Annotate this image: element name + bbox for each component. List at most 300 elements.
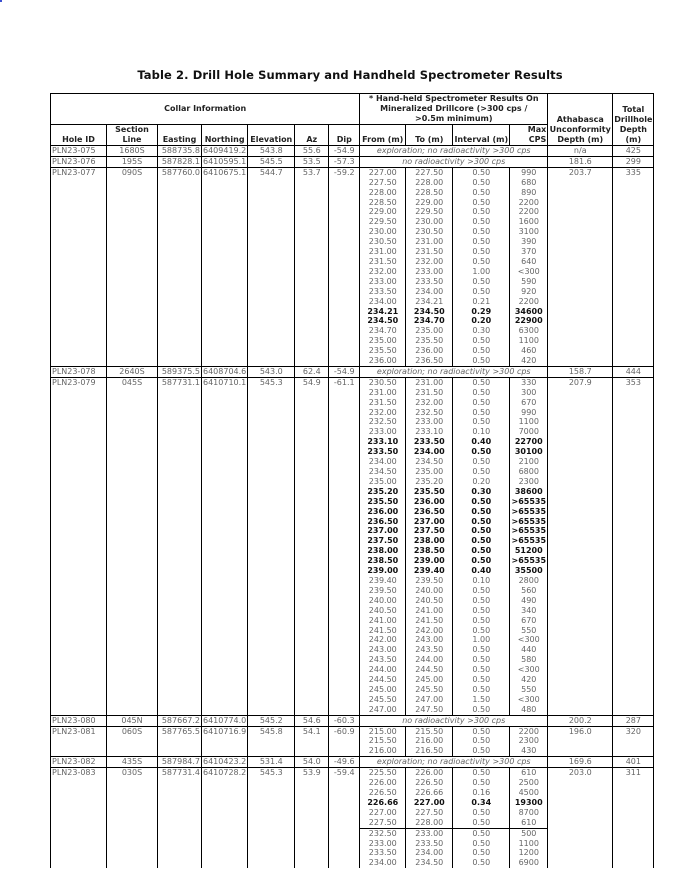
col-dip: Dip xyxy=(329,125,360,146)
elevation: 543.8 xyxy=(248,146,295,157)
interval-to: 239.50 xyxy=(406,576,453,586)
interval-length: 0.50 xyxy=(453,346,510,356)
interval-max-cps: 2200 xyxy=(510,207,548,217)
interval-max-cps: 340 xyxy=(510,606,548,616)
section-line: 2640S xyxy=(107,366,158,377)
interval-from: 236.00 xyxy=(360,356,406,366)
interval-from: 226.00 xyxy=(360,778,406,788)
interval-from: 234.00 xyxy=(360,858,406,868)
total-depth: 320 xyxy=(613,726,654,757)
interval-to: 239.00 xyxy=(406,556,453,566)
interval-to: 235.50 xyxy=(406,336,453,346)
elevation: 545.3 xyxy=(248,377,295,715)
interval-max-cps: 4500 xyxy=(510,788,548,798)
total-depth: 444 xyxy=(613,366,654,377)
interval-from: 227.50 xyxy=(360,818,406,828)
interval-length: 0.50 xyxy=(453,655,510,665)
interval-from: 238.50 xyxy=(360,556,406,566)
interval-max-cps: 1100 xyxy=(510,839,548,849)
interval-from: 241.50 xyxy=(360,626,406,636)
interval-from: 243.00 xyxy=(360,645,406,655)
col-az: Az xyxy=(295,125,329,146)
dip: -49.6 xyxy=(329,757,360,768)
interval-to: 231.50 xyxy=(406,247,453,257)
dip: -54.9 xyxy=(329,366,360,377)
interval-to: 235.00 xyxy=(406,326,453,336)
col-hole-id: Hole ID xyxy=(51,125,107,146)
interval-max-cps: 19300 xyxy=(510,798,548,808)
interval-length: 0.50 xyxy=(453,207,510,217)
hole-row xyxy=(51,715,654,726)
radioactivity-note: exploration; no radioactivity >300 cps xyxy=(360,757,548,768)
dip: -60.3 xyxy=(329,715,360,726)
interval-length: 0.50 xyxy=(453,586,510,596)
interval-from: 234.70 xyxy=(360,326,406,336)
interval-max-cps: >65535 xyxy=(511,506,547,516)
interval-length: 0.50 xyxy=(453,778,510,788)
col-section-line: Section Line xyxy=(107,125,158,146)
interval-max-cps: 990 xyxy=(510,408,548,418)
interval-length: 0.50 xyxy=(453,546,510,556)
interval-max-cps: 550 xyxy=(510,685,548,695)
interval-from: 247.00 xyxy=(360,705,406,715)
interval-max-cps: 330 xyxy=(510,377,548,387)
section-line: 1680S xyxy=(107,146,158,157)
interval-length: 0.30 xyxy=(453,326,510,336)
interval-max-cps: 51200 xyxy=(510,546,548,556)
interval-to: 243.50 xyxy=(406,645,453,655)
interval-max-cps: 480 xyxy=(510,705,548,715)
northing: 6410675.1 xyxy=(202,167,248,366)
interval-length: 0.50 xyxy=(453,198,510,208)
interval-length: 0.50 xyxy=(453,746,510,756)
interval-to: 234.21 xyxy=(406,297,453,307)
interval-to: 228.00 xyxy=(406,818,453,828)
unconformity-depth: 207.9 xyxy=(548,377,613,715)
interval-to: 239.40 xyxy=(406,566,453,576)
interval-to: 233.00 xyxy=(406,267,453,277)
interval-from: 235.50 xyxy=(360,346,406,356)
dip: -54.9 xyxy=(329,146,360,157)
interval-from: 234.00 xyxy=(360,297,406,307)
interval-from: 227.00 xyxy=(360,808,406,818)
dip: -59.4 xyxy=(329,768,360,869)
drill-hole-table xyxy=(50,93,654,868)
interval-from: 233.50 xyxy=(360,447,406,457)
col-total-depth: Depth (m) xyxy=(613,125,654,146)
interval-max-cps: 670 xyxy=(510,398,548,408)
interval-from: 229.00 xyxy=(360,207,406,217)
interval-length: 0.16 xyxy=(453,788,510,798)
interval-to: 215.50 xyxy=(406,726,453,736)
easting: 589375.5 xyxy=(158,366,202,377)
table-title: Table 2. Drill Hole Summary and Handheld Spectrometer Results xyxy=(137,68,563,82)
hole-id: PLN23-077 xyxy=(51,167,107,366)
section-line: 030S xyxy=(107,768,158,869)
interval-from: 233.10 xyxy=(360,437,406,447)
interval-length: 1.50 xyxy=(453,695,510,705)
interval-to: 241.00 xyxy=(406,606,453,616)
interval-to: 247.00 xyxy=(406,695,453,705)
interval-length: 0.50 xyxy=(453,517,510,527)
interval-max-cps: 6300 xyxy=(510,326,548,336)
dip: -59.2 xyxy=(329,167,360,366)
interval-max-cps: 680 xyxy=(510,178,548,188)
interval-max-cps: 610 xyxy=(510,768,548,778)
interval-length: 0.50 xyxy=(453,247,510,257)
interval-from: 225.50 xyxy=(360,768,406,778)
northing: 6410728.2 xyxy=(202,768,248,869)
interval-from: 227.50 xyxy=(360,178,406,188)
interval-from: 239.00 xyxy=(360,566,406,576)
interval-length: 0.50 xyxy=(453,616,510,626)
azimuth: 53.9 xyxy=(295,768,329,869)
interval-from: 233.00 xyxy=(360,277,406,287)
azimuth: 53.7 xyxy=(295,167,329,366)
interval-max-cps: 440 xyxy=(510,645,548,655)
corner-marker xyxy=(0,0,2,2)
interval-from: 240.50 xyxy=(360,606,406,616)
interval-max-cps: <300 xyxy=(510,267,548,277)
easting: 587667.2 xyxy=(158,715,202,726)
elevation: 544.7 xyxy=(248,167,295,366)
elevation: 545.2 xyxy=(248,715,295,726)
interval-to: 232.00 xyxy=(406,398,453,408)
table-body xyxy=(51,146,654,869)
interval-max-cps: 3100 xyxy=(510,227,548,237)
northing: 6410710.1 xyxy=(202,377,248,715)
interval-to: 216.50 xyxy=(406,746,453,756)
interval-from: 233.50 xyxy=(360,848,406,858)
interval-from: 237.00 xyxy=(360,526,406,536)
interval-to: 236.50 xyxy=(406,356,453,366)
interval-to: 234.00 xyxy=(406,287,453,297)
interval-from: 230.00 xyxy=(360,227,406,237)
interval-length: 0.50 xyxy=(453,388,510,398)
interval-to: 234.00 xyxy=(406,848,453,858)
interval-length: 0.50 xyxy=(453,398,510,408)
interval-max-cps: 6800 xyxy=(510,467,548,477)
interval-to: 216.00 xyxy=(406,736,453,746)
interval-to: 230.50 xyxy=(406,227,453,237)
interval-to: 233.50 xyxy=(406,277,453,287)
interval-from: 226.66 xyxy=(360,798,406,808)
interval-to: 233.50 xyxy=(406,839,453,849)
elevation: 531.4 xyxy=(248,757,295,768)
hole-id: PLN23-076 xyxy=(51,156,107,167)
northing: 6408704.6 xyxy=(203,366,247,376)
interval-from: 233.50 xyxy=(360,287,406,297)
interval-max-cps: 580 xyxy=(510,655,548,665)
interval-length: 0.50 xyxy=(453,377,510,387)
interval-to: 238.00 xyxy=(406,536,453,546)
interval-from: 234.00 xyxy=(360,457,406,467)
radioactivity-note: exploration; no radioactivity >300 cps xyxy=(360,146,548,157)
interval-max-cps: >65535 xyxy=(511,496,547,506)
col-easting: Easting xyxy=(158,125,202,146)
interval-from: 239.50 xyxy=(360,586,406,596)
interval-from: 236.00 xyxy=(360,507,406,517)
interval-to: 226.00 xyxy=(406,768,453,778)
col-elevation: Elevation xyxy=(248,125,295,146)
interval-length: 1.00 xyxy=(453,267,510,277)
interval-from: 227.00 xyxy=(360,167,406,177)
interval-to: 235.50 xyxy=(406,487,453,497)
interval-length: 0.20 xyxy=(453,316,510,326)
northing: 6410423.2 xyxy=(203,757,247,767)
interval-to: 236.00 xyxy=(406,346,453,356)
interval-max-cps: <300 xyxy=(510,695,548,705)
interval-max-cps: 1100 xyxy=(510,417,548,427)
interval-max-cps: 560 xyxy=(510,586,548,596)
interval-to: 229.50 xyxy=(406,207,453,217)
interval-to: 230.00 xyxy=(406,217,453,227)
hole-id: PLN23-080 xyxy=(51,715,107,726)
elevation: 545.3 xyxy=(248,768,295,869)
interval-to: 237.50 xyxy=(406,526,453,536)
interval-max-cps: 1200 xyxy=(510,848,548,858)
interval-to: 232.50 xyxy=(406,408,453,418)
interval-length: 0.50 xyxy=(453,596,510,606)
collar-group-header: Collar Information xyxy=(51,94,360,125)
total-depth: 425 xyxy=(613,146,654,157)
interval-to: 227.00 xyxy=(406,798,453,808)
interval-length: 0.50 xyxy=(453,447,510,457)
section-line: 090S xyxy=(107,167,158,366)
interval-to: 245.00 xyxy=(406,675,453,685)
interval-from: 237.50 xyxy=(360,536,406,546)
interval-from: 228.00 xyxy=(360,188,406,198)
dip: -60.9 xyxy=(329,726,360,757)
elevation: 545.5 xyxy=(248,156,295,167)
easting: 587731.1 xyxy=(158,377,202,715)
interval-max-cps: 890 xyxy=(510,188,548,198)
interval-from: 243.50 xyxy=(360,655,406,665)
total-drillhole-header: Total Drillhole xyxy=(613,94,654,125)
interval-max-cps: 2800 xyxy=(510,576,548,586)
hole-id: PLN23-078 xyxy=(51,366,107,377)
interval-to: 236.00 xyxy=(406,497,453,507)
interval-max-cps: 2200 xyxy=(510,726,548,736)
unconformity-depth: 196.0 xyxy=(548,726,613,757)
hole-row xyxy=(51,167,654,177)
interval-length: 0.50 xyxy=(453,685,510,695)
northing: 6410774.0 xyxy=(203,715,247,725)
interval-to: 242.00 xyxy=(406,626,453,636)
interval-to: 228.00 xyxy=(406,178,453,188)
interval-to: 235.00 xyxy=(406,467,453,477)
interval-max-cps: 2300 xyxy=(510,736,548,746)
azimuth: 54.0 xyxy=(295,757,329,768)
interval-to: 240.50 xyxy=(406,596,453,606)
interval-length: 0.34 xyxy=(453,798,510,808)
interval-length: 0.50 xyxy=(453,675,510,685)
interval-from: 234.50 xyxy=(360,316,406,326)
interval-length: 0.50 xyxy=(453,287,510,297)
interval-max-cps: 34600 xyxy=(510,307,548,317)
interval-length: 0.50 xyxy=(453,858,510,868)
interval-length: 0.50 xyxy=(453,808,510,818)
interval-from: 238.00 xyxy=(360,546,406,556)
interval-length: 0.50 xyxy=(453,736,510,746)
interval-length: 0.50 xyxy=(453,726,510,736)
radioactivity-note: exploration; no radioactivity >300 cps xyxy=(360,366,548,377)
col-northing: Northing xyxy=(202,125,248,146)
unconformity-depth: n/a xyxy=(548,146,613,157)
col-unconformity-depth: Unconformity Depth (m) xyxy=(549,125,611,144)
easting: 587765.5 xyxy=(158,726,202,757)
interval-length: 0.50 xyxy=(453,237,510,247)
interval-max-cps: 1600 xyxy=(510,217,548,227)
interval-to: 228.50 xyxy=(406,188,453,198)
total-depth: 401 xyxy=(613,757,654,768)
total-depth: 299 xyxy=(613,156,654,167)
hole-row xyxy=(51,146,654,157)
interval-length: 0.50 xyxy=(453,848,510,858)
interval-from: 240.00 xyxy=(360,596,406,606)
interval-to: 241.50 xyxy=(406,616,453,626)
interval-length: 0.20 xyxy=(453,477,510,487)
col-interval: Interval (m) xyxy=(453,125,510,146)
interval-max-cps: 1100 xyxy=(510,336,548,346)
easting: 587731.4 xyxy=(158,768,202,869)
azimuth: 54.6 xyxy=(295,715,329,726)
interval-length: 0.50 xyxy=(453,536,510,546)
total-depth: 311 xyxy=(613,768,654,869)
interval-max-cps: 500 xyxy=(510,828,548,838)
elevation: 543.0 xyxy=(248,366,295,377)
interval-max-cps: 590 xyxy=(510,277,548,287)
interval-length: 0.21 xyxy=(453,297,510,307)
interval-to: 243.00 xyxy=(406,635,453,645)
hole-row xyxy=(51,377,654,387)
section-line: 060S xyxy=(107,726,158,757)
radioactivity-note: no radioactivity >300 cps xyxy=(360,715,548,726)
interval-max-cps: 920 xyxy=(510,287,548,297)
dip: -57.3 xyxy=(329,156,360,167)
interval-to: 232.00 xyxy=(406,257,453,267)
interval-to: 244.50 xyxy=(406,665,453,675)
interval-max-cps: 22700 xyxy=(510,437,548,447)
dip: -61.1 xyxy=(329,377,360,715)
interval-to: 245.50 xyxy=(406,685,453,695)
interval-from: 231.00 xyxy=(360,247,406,257)
azimuth: 54.1 xyxy=(295,726,329,757)
interval-length: 0.40 xyxy=(453,437,510,447)
interval-to: 233.50 xyxy=(406,437,453,447)
interval-length: 0.50 xyxy=(453,408,510,418)
interval-length: 0.50 xyxy=(453,417,510,427)
interval-length: 0.50 xyxy=(453,818,510,828)
interval-from: 241.00 xyxy=(360,616,406,626)
interval-length: 0.50 xyxy=(453,665,510,675)
interval-to: 234.50 xyxy=(406,307,453,317)
unconformity-depth: 200.2 xyxy=(548,715,613,726)
interval-length: 0.50 xyxy=(453,497,510,507)
interval-length: 0.50 xyxy=(453,356,510,366)
interval-max-cps: >65535 xyxy=(511,516,547,526)
interval-to: 236.50 xyxy=(406,507,453,517)
interval-from: 215.50 xyxy=(360,736,406,746)
interval-length: 0.50 xyxy=(453,507,510,517)
hole-id: PLN23-082 xyxy=(51,757,107,768)
section-line: 195S xyxy=(107,156,158,167)
interval-length: 0.29 xyxy=(453,307,510,317)
hole-row xyxy=(51,726,654,736)
northing: 6409419.2 xyxy=(203,146,247,155)
interval-to: 231.00 xyxy=(406,377,453,387)
athabasca-header: Athabasca xyxy=(548,94,613,125)
interval-max-cps: 300 xyxy=(510,388,548,398)
interval-to: 234.50 xyxy=(406,457,453,467)
interval-length: 0.30 xyxy=(453,487,510,497)
interval-to: 238.50 xyxy=(406,546,453,556)
northing: 6410716.9 xyxy=(202,726,248,757)
interval-to: 229.00 xyxy=(406,198,453,208)
interval-length: 0.50 xyxy=(453,467,510,477)
interval-length: 0.50 xyxy=(453,257,510,267)
section-line: 435S xyxy=(107,757,158,768)
spectrometer-group-header: * Hand-held Spectrometer Results On Mineralized Drillcore (>300 cps / >0.5m minimum) xyxy=(360,94,548,125)
interval-max-cps: 990 xyxy=(510,167,548,177)
azimuth: 53.5 xyxy=(295,156,329,167)
interval-from: 245.00 xyxy=(360,685,406,695)
elevation: 545.8 xyxy=(248,726,295,757)
interval-max-cps: 22900 xyxy=(510,316,548,326)
easting: 588735.8 xyxy=(158,146,202,157)
unconformity-depth: 203.0 xyxy=(548,768,613,869)
hole-row xyxy=(51,757,654,768)
interval-to: 234.70 xyxy=(406,316,453,326)
interval-max-cps: 370 xyxy=(510,247,548,257)
hole-row xyxy=(51,156,654,167)
interval-from: 226.50 xyxy=(360,788,406,798)
interval-length: 0.50 xyxy=(453,457,510,467)
unconformity-depth: 169.6 xyxy=(548,757,613,768)
interval-max-cps: <300 xyxy=(510,635,548,645)
total-depth: 353 xyxy=(613,377,654,715)
interval-max-cps: 610 xyxy=(510,818,548,828)
hole-id: PLN23-075 xyxy=(51,146,107,157)
interval-length: 0.50 xyxy=(453,336,510,346)
interval-max-cps: 2100 xyxy=(510,457,548,467)
interval-to: 237.00 xyxy=(406,517,453,527)
interval-max-cps: 30100 xyxy=(510,447,548,457)
interval-max-cps: 2200 xyxy=(510,297,548,307)
easting: 587984.7 xyxy=(158,757,202,768)
interval-from: 235.00 xyxy=(360,477,406,487)
northing: 6410595.1 xyxy=(203,156,247,166)
azimuth: 54.9 xyxy=(295,377,329,715)
interval-from: 232.00 xyxy=(360,408,406,418)
interval-length: 0.50 xyxy=(453,188,510,198)
interval-from: 233.00 xyxy=(360,427,406,437)
interval-to: 227.50 xyxy=(406,808,453,818)
radioactivity-note: no radioactivity >300 cps xyxy=(360,156,548,167)
interval-max-cps: 430 xyxy=(510,746,548,756)
interval-from: 228.50 xyxy=(360,198,406,208)
interval-from: 233.00 xyxy=(360,839,406,849)
interval-length: 0.50 xyxy=(453,526,510,536)
interval-to: 226.66 xyxy=(406,788,453,798)
interval-max-cps: >65535 xyxy=(511,536,547,546)
interval-from: 239.40 xyxy=(360,576,406,586)
interval-from: 234.50 xyxy=(360,467,406,477)
interval-length: 0.50 xyxy=(453,556,510,566)
interval-max-cps: 420 xyxy=(510,356,548,366)
interval-from: 216.00 xyxy=(360,746,406,756)
hole-row xyxy=(51,366,654,377)
